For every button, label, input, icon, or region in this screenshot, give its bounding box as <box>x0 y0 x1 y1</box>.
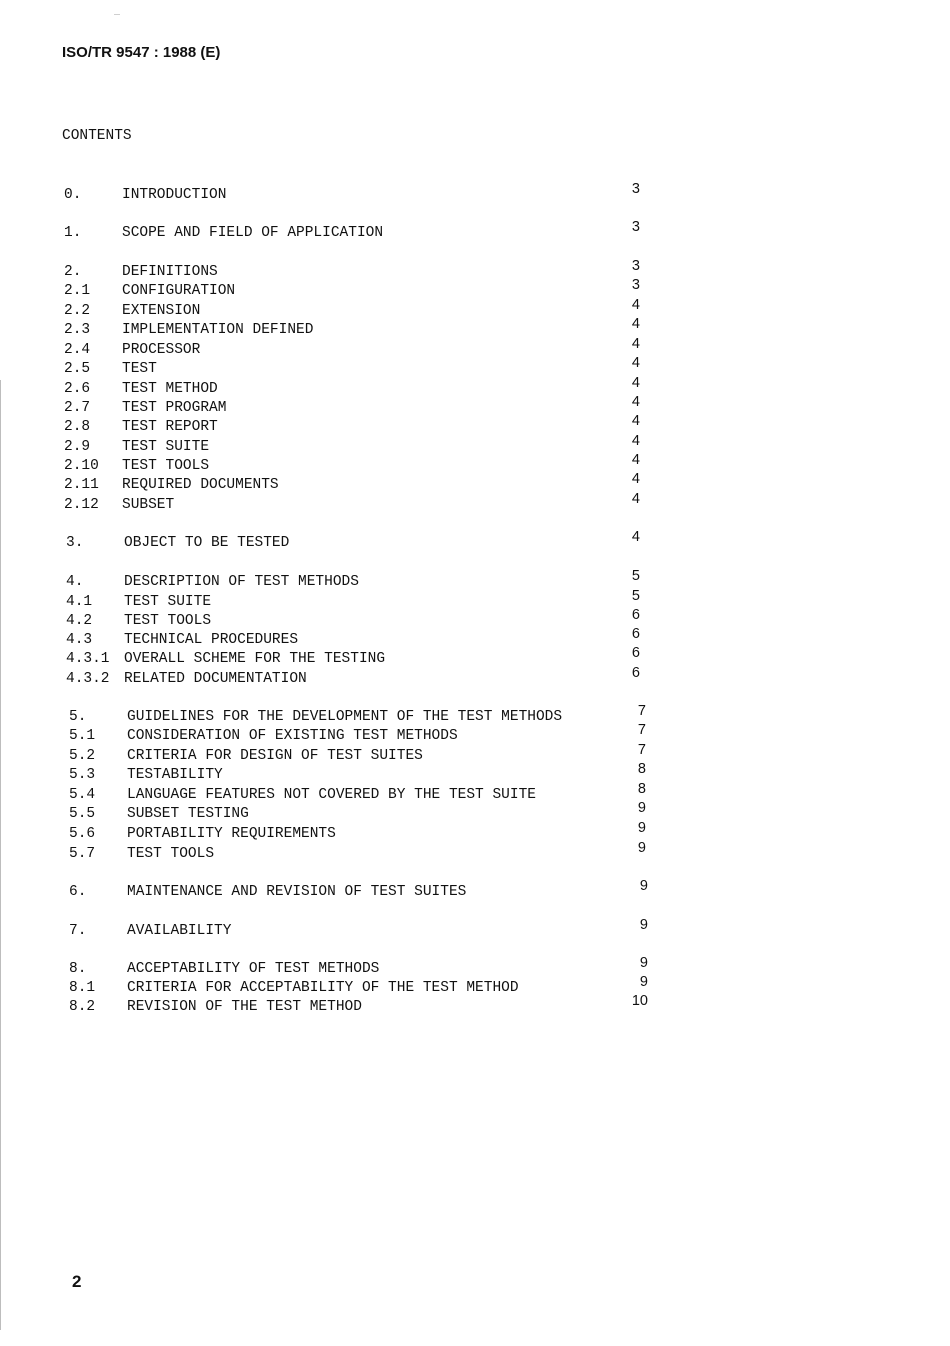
toc-entry-page: 5 <box>631 568 640 584</box>
toc-entry-number: 6. <box>69 884 87 900</box>
toc-entry-number: 2.10 <box>64 458 99 474</box>
toc-entry <box>69 993 729 1017</box>
toc-entry-title: SUBSET <box>122 497 175 513</box>
toc-entry-page: 3 <box>631 277 640 293</box>
toc-entry-number: 2.9 <box>64 439 91 455</box>
toc-entry-title: TEST SUITE <box>124 594 212 610</box>
toc-entry-number: 8. <box>69 961 87 977</box>
toc-entry-number: 2.3 <box>64 322 91 338</box>
document-header: ISO/TR 9547 : 1988 (E) <box>62 44 221 61</box>
toc-entry-number: 4. <box>66 574 84 590</box>
toc-entry-page: 9 <box>639 955 648 971</box>
toc-entry-title: TEST <box>122 361 157 377</box>
toc-entry-title: REVISION OF THE TEST METHOD <box>127 999 362 1015</box>
toc-entry-title: RELATED DOCUMENTATION <box>124 671 307 687</box>
toc-entry <box>69 840 729 864</box>
toc-entry-page: 4 <box>631 336 640 352</box>
toc-entry-number: 2.1 <box>64 283 91 299</box>
toc-entry-title: TEST REPORT <box>122 419 218 435</box>
toc-entry <box>69 917 729 941</box>
toc-entry-page: 4 <box>631 491 640 507</box>
toc-entry-number: 2.5 <box>64 361 91 377</box>
toc-entry-number: 5.7 <box>69 846 96 862</box>
toc-entry-number: 7. <box>69 923 87 939</box>
toc-entry-number: 1. <box>64 225 82 241</box>
toc-entry-title: TESTABILITY <box>127 767 223 783</box>
toc-entry <box>69 878 729 902</box>
toc-entry-number: 2.8 <box>64 419 91 435</box>
toc-entry-number: 5. <box>69 709 87 725</box>
toc-entry <box>64 219 724 243</box>
toc-entry-page: 8 <box>637 761 646 777</box>
toc-entry-page: 9 <box>639 878 648 894</box>
toc-entry-title: TEST PROGRAM <box>122 400 227 416</box>
toc-entry-title: TEST TOOLS <box>124 613 212 629</box>
toc-entry-number: 2. <box>64 264 82 280</box>
toc-entry-title: TECHNICAL PROCEDURES <box>124 632 299 648</box>
toc-entry-number: 2.7 <box>64 400 91 416</box>
toc-entry-number: 2.4 <box>64 342 91 358</box>
toc-entry-title: IMPLEMENTATION DEFINED <box>122 322 314 338</box>
toc-entry-title: SUBSET TESTING <box>127 806 249 822</box>
toc-entry-page: 3 <box>631 219 640 235</box>
toc-entry-page: 6 <box>631 665 640 681</box>
toc-entry-number: 4.2 <box>66 613 93 629</box>
toc-entry-page: 7 <box>637 722 646 738</box>
toc-entry-number: 5.1 <box>69 728 96 744</box>
toc-entry-number: 5.2 <box>69 748 96 764</box>
toc-entry-page: 9 <box>637 800 646 816</box>
toc-entry <box>66 665 726 689</box>
toc-entry-number: 2.12 <box>64 497 99 513</box>
toc-entry-title: MAINTENANCE AND REVISION OF TEST SUITES <box>127 884 467 900</box>
toc-entry-title: PROCESSOR <box>122 342 201 358</box>
toc-entry-page: 8 <box>637 781 646 797</box>
toc-entry-number: 4.3.2 <box>66 671 110 687</box>
toc-entry-page: 5 <box>631 588 640 604</box>
toc-entry-page: 3 <box>631 181 640 197</box>
toc-entry-title: REQUIRED DOCUMENTS <box>122 477 279 493</box>
toc-entry-page: 4 <box>631 413 640 429</box>
toc-entry-page: 4 <box>631 394 640 410</box>
toc-entry-page: 4 <box>631 433 640 449</box>
toc-entry-page: 4 <box>631 355 640 371</box>
toc-entry <box>64 491 724 515</box>
toc-entry-number: 4.1 <box>66 594 93 610</box>
toc-entry-title: OBJECT TO BE TESTED <box>124 535 290 551</box>
toc-entry-title: CRITERIA FOR ACCEPTABILITY OF THE TEST METHOD <box>127 980 519 996</box>
toc-entry-page: 9 <box>637 820 646 836</box>
toc-entry-title: CONSIDERATION OF EXISTING TEST METHODS <box>127 728 458 744</box>
toc-entry-title: PORTABILITY REQUIREMENTS <box>127 826 336 842</box>
toc-entry-number: 2.6 <box>64 381 91 397</box>
toc-entry-page: 3 <box>631 258 640 274</box>
toc-entry-number: 5.4 <box>69 787 96 803</box>
toc-entry-page: 9 <box>639 917 648 933</box>
toc-entry-page: 6 <box>631 645 640 661</box>
toc-entry-title: DESCRIPTION OF TEST METHODS <box>124 574 359 590</box>
toc-entry-number: 0. <box>64 187 82 203</box>
toc-entry-title: INTRODUCTION <box>122 187 227 203</box>
toc-entry-number: 5.3 <box>69 767 96 783</box>
toc-entry-number: 4.3.1 <box>66 651 110 667</box>
toc-entry-page: 7 <box>637 742 646 758</box>
toc-entry-title: CRITERIA FOR DESIGN OF TEST SUITES <box>127 748 423 764</box>
toc-entry-title: EXTENSION <box>122 303 201 319</box>
toc-entry-page: 4 <box>631 529 640 545</box>
toc-entry-title: TEST TOOLS <box>127 846 215 862</box>
toc-entry-title: ACCEPTABILITY OF TEST METHODS <box>127 961 380 977</box>
toc-entry-number: 5.5 <box>69 806 96 822</box>
toc-entry-number: 4.3 <box>66 632 93 648</box>
toc-entry-number: 2.11 <box>64 477 99 493</box>
toc-entry-title: TEST METHOD <box>122 381 218 397</box>
toc-entry-title: TEST SUITE <box>122 439 210 455</box>
toc-entry-title: OVERALL SCHEME FOR THE TESTING <box>124 651 386 667</box>
toc-entry-page: 4 <box>631 452 640 468</box>
toc-entry-title: GUIDELINES FOR THE DEVELOPMENT OF THE TEST METHODS <box>127 709 563 725</box>
toc-entry-page: 4 <box>631 316 640 332</box>
toc-entry-number: 5.6 <box>69 826 96 842</box>
toc-entry-page: 4 <box>631 297 640 313</box>
toc-entry-page: 4 <box>631 471 640 487</box>
toc-entry-page: 6 <box>631 607 640 623</box>
toc-entry <box>66 529 726 553</box>
toc-entry-page: 6 <box>631 626 640 642</box>
toc-entry-number: 8.1 <box>69 980 96 996</box>
contents-title: CONTENTS <box>62 128 132 144</box>
toc-entry-number: 3. <box>66 535 84 551</box>
toc-entry-title: SCOPE AND FIELD OF APPLICATION <box>122 225 384 241</box>
toc-entry-page: 9 <box>639 974 648 990</box>
toc-entry-page: 4 <box>631 375 640 391</box>
toc-entry-title: AVAILABILITY <box>127 923 232 939</box>
toc-entry <box>64 181 724 205</box>
toc-entry-page: 9 <box>637 840 646 856</box>
toc-entry-title: LANGUAGE FEATURES NOT COVERED BY THE TEST SUITE <box>127 787 536 803</box>
toc-entry-number: 2.2 <box>64 303 91 319</box>
toc-entry-title: DEFINITIONS <box>122 264 218 280</box>
page-number: 2 <box>72 1272 82 1291</box>
toc-entry-page: 10 <box>631 993 648 1009</box>
toc-entry-number: 8.2 <box>69 999 96 1015</box>
toc-entry-page: 7 <box>637 703 646 719</box>
toc-entry-title: TEST TOOLS <box>122 458 210 474</box>
toc-entry-title: CONFIGURATION <box>122 283 236 299</box>
